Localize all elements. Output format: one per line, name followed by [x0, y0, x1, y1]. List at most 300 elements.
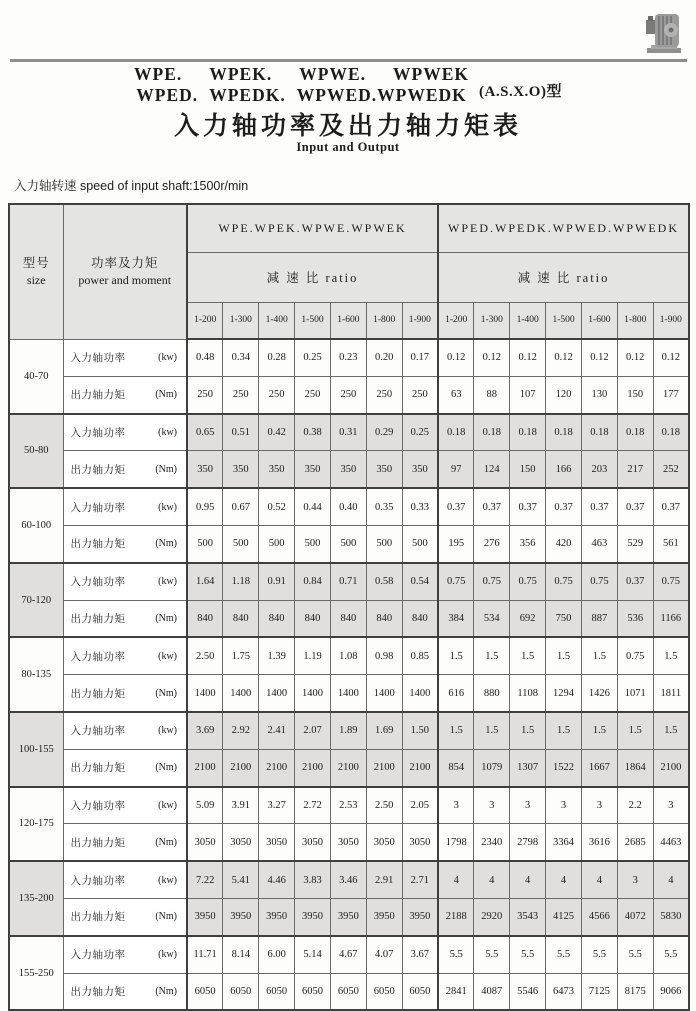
value-cell: 1.19	[295, 637, 331, 674]
value-cell: 840	[330, 600, 366, 637]
value-cell: 11.71	[187, 936, 223, 973]
value-cell: 252	[653, 451, 689, 488]
value-cell: 692	[510, 600, 546, 637]
value-cell: 250	[330, 376, 366, 413]
value-cell: 0.51	[223, 414, 259, 451]
output-torque-unit: (Nm)	[155, 538, 177, 550]
value-cell: 3.67	[402, 936, 438, 973]
value-cell: 250	[295, 376, 331, 413]
value-cell: 5.5	[438, 936, 474, 973]
value-cell: 0.75	[546, 563, 582, 600]
value-cell: 350	[223, 451, 259, 488]
value-cell: 2100	[366, 749, 402, 786]
value-cell: 6050	[187, 973, 223, 1010]
value-cell: 0.12	[546, 339, 582, 376]
value-cell: 3.27	[259, 787, 295, 824]
value-cell: 217	[617, 451, 653, 488]
ratio-header-g1-1-200: 1-200	[187, 302, 223, 339]
value-cell: 350	[187, 451, 223, 488]
value-cell: 276	[474, 525, 510, 562]
input-power-unit: (kw)	[158, 426, 177, 438]
value-cell: 0.54	[402, 563, 438, 600]
value-cell: 1.5	[474, 712, 510, 749]
value-cell: 1.5	[581, 637, 617, 674]
value-cell: 1811	[653, 675, 689, 712]
header-power-moment	[63, 204, 187, 339]
value-cell: 250	[259, 376, 295, 413]
value-cell: 4	[438, 861, 474, 898]
value-cell: 2.50	[187, 637, 223, 674]
value-cell: 1864	[617, 749, 653, 786]
input-power-label-cell	[63, 563, 187, 600]
value-cell: 6050	[402, 973, 438, 1010]
value-cell: 3	[438, 787, 474, 824]
value-cell: 4072	[617, 898, 653, 935]
ratio-header-g1-1-800: 1-800	[366, 302, 402, 339]
value-cell: 0.75	[617, 637, 653, 674]
value-cell: 2.41	[259, 712, 295, 749]
value-cell: 840	[259, 600, 295, 637]
value-cell: 1108	[510, 675, 546, 712]
value-cell: 2.71	[402, 861, 438, 898]
value-cell: 561	[653, 525, 689, 562]
ratio-header-g2-1-200: 1-200	[438, 302, 474, 339]
value-cell: 0.18	[474, 414, 510, 451]
output-torque-label: 出力轴力矩	[70, 837, 126, 849]
header-size	[9, 204, 63, 339]
value-cell: 0.18	[438, 414, 474, 451]
value-cell: 1.18	[223, 563, 259, 600]
value-cell: 350	[295, 451, 331, 488]
value-cell: 1.5	[653, 712, 689, 749]
value-cell: 5546	[510, 973, 546, 1010]
row-input-100-155	[9, 712, 689, 749]
size-cell-155-250: 155-250	[9, 936, 63, 1011]
value-cell: 4.67	[330, 936, 366, 973]
row-input-40-70	[9, 339, 689, 376]
output-torque-unit: (Nm)	[155, 762, 177, 774]
input-power-label: 入力轴功率	[70, 651, 126, 663]
value-cell: 3050	[295, 824, 331, 861]
value-cell: 1.69	[366, 712, 402, 749]
value-cell: 0.18	[546, 414, 582, 451]
value-cell: 529	[617, 525, 653, 562]
value-cell: 0.29	[366, 414, 402, 451]
value-cell: 3050	[223, 824, 259, 861]
value-cell: 2841	[438, 973, 474, 1010]
value-cell: 6050	[295, 973, 331, 1010]
input-power-unit: (kw)	[158, 650, 177, 662]
row-input-135-200	[9, 861, 689, 898]
value-cell: 0.18	[581, 414, 617, 451]
output-torque-label-cell	[63, 898, 187, 935]
ratio-header-g2-1-400: 1-400	[510, 302, 546, 339]
value-cell: 0.75	[510, 563, 546, 600]
value-cell: 0.37	[474, 488, 510, 525]
output-torque-label-cell	[63, 451, 187, 488]
value-cell: 4.07	[366, 936, 402, 973]
size-cell-60-100: 60-100	[9, 488, 63, 563]
value-cell: 4	[474, 861, 510, 898]
value-cell: 250	[366, 376, 402, 413]
value-cell: 5.5	[653, 936, 689, 973]
value-cell: 1.5	[474, 637, 510, 674]
value-cell: 0.37	[617, 488, 653, 525]
value-cell: 4125	[546, 898, 582, 935]
value-cell: 2100	[402, 749, 438, 786]
input-power-unit: (kw)	[158, 799, 177, 811]
value-cell: 1426	[581, 675, 617, 712]
header-group2-models: WPED.WPEDK.WPWED.WPWEDK	[438, 204, 689, 252]
row-output-60-100	[9, 525, 689, 562]
value-cell: 3050	[187, 824, 223, 861]
value-cell: 8.14	[223, 936, 259, 973]
value-cell: 0.37	[438, 488, 474, 525]
value-cell: 6050	[330, 973, 366, 1010]
value-cell: 1798	[438, 824, 474, 861]
value-cell: 5.14	[295, 936, 331, 973]
value-cell: 350	[259, 451, 295, 488]
value-cell: 0.52	[259, 488, 295, 525]
row-input-80-135	[9, 637, 689, 674]
input-power-label: 入力轴功率	[70, 800, 126, 812]
value-cell: 0.37	[617, 563, 653, 600]
ratio-header-g2-1-900: 1-900	[653, 302, 689, 339]
value-cell: 0.95	[187, 488, 223, 525]
input-power-label: 入力轴功率	[70, 353, 126, 365]
row-output-70-120	[9, 600, 689, 637]
output-torque-label-cell	[63, 600, 187, 637]
size-cell-80-135: 80-135	[9, 637, 63, 712]
header-divider	[10, 59, 687, 62]
value-cell: 350	[330, 451, 366, 488]
value-cell: 1.5	[546, 712, 582, 749]
model-title-suffix: (A.S.X.O)型	[479, 83, 562, 100]
row-output-135-200	[9, 898, 689, 935]
value-cell: 3050	[402, 824, 438, 861]
value-cell: 536	[617, 600, 653, 637]
ratio-header-g1-1-400: 1-400	[259, 302, 295, 339]
input-power-label-cell	[63, 488, 187, 525]
value-cell: 0.18	[653, 414, 689, 451]
row-input-50-80	[9, 414, 689, 451]
value-cell: 150	[617, 376, 653, 413]
gearbox-photo-icon	[641, 6, 687, 56]
input-power-label-cell	[63, 339, 187, 376]
value-cell: 0.25	[402, 414, 438, 451]
value-cell: 166	[546, 451, 582, 488]
value-cell: 63	[438, 376, 474, 413]
value-cell: 130	[581, 376, 617, 413]
output-torque-unit: (Nm)	[155, 389, 177, 401]
value-cell: 2100	[259, 749, 295, 786]
value-cell: 880	[474, 675, 510, 712]
value-cell: 5830	[653, 898, 689, 935]
value-cell: 5.09	[187, 787, 223, 824]
value-cell: 384	[438, 600, 474, 637]
value-cell: 0.98	[366, 637, 402, 674]
input-power-label-cell	[63, 787, 187, 824]
row-output-100-155	[9, 749, 689, 786]
value-cell: 0.38	[295, 414, 331, 451]
output-torque-label: 出力轴力矩	[70, 390, 126, 402]
input-power-unit: (kw)	[158, 501, 177, 513]
model-title-line2: WPED. WPEDK. WPWED.WPWEDK	[136, 85, 467, 105]
value-cell: 250	[402, 376, 438, 413]
output-torque-label: 出力轴力矩	[70, 539, 126, 551]
size-cell-70-120: 70-120	[9, 563, 63, 638]
size-cell-40-70: 40-70	[9, 339, 63, 414]
value-cell: 0.67	[223, 488, 259, 525]
value-cell: 1166	[653, 600, 689, 637]
value-cell: 840	[187, 600, 223, 637]
value-cell: 5.41	[223, 861, 259, 898]
value-cell: 0.12	[617, 339, 653, 376]
value-cell: 500	[223, 525, 259, 562]
value-cell: 1522	[546, 749, 582, 786]
input-power-unit: (kw)	[158, 352, 177, 364]
value-cell: 3950	[295, 898, 331, 935]
value-cell: 0.91	[259, 563, 295, 600]
value-cell: 0.12	[474, 339, 510, 376]
value-cell: 2340	[474, 824, 510, 861]
value-cell: 195	[438, 525, 474, 562]
value-cell: 3616	[581, 824, 617, 861]
value-cell: 1400	[259, 675, 295, 712]
row-input-120-175	[9, 787, 689, 824]
value-cell: 1.5	[438, 712, 474, 749]
output-torque-unit: (Nm)	[155, 836, 177, 848]
value-cell: 2.92	[223, 712, 259, 749]
value-cell: 3950	[366, 898, 402, 935]
value-cell: 4087	[474, 973, 510, 1010]
value-cell: 887	[581, 600, 617, 637]
ratio-header-g1-1-900: 1-900	[402, 302, 438, 339]
value-cell: 0.42	[259, 414, 295, 451]
value-cell: 0.85	[402, 637, 438, 674]
value-cell: 1.5	[653, 637, 689, 674]
value-cell: 4	[581, 861, 617, 898]
value-cell: 2.05	[402, 787, 438, 824]
value-cell: 5.5	[474, 936, 510, 973]
value-cell: 120	[546, 376, 582, 413]
value-cell: 420	[546, 525, 582, 562]
output-torque-label: 出力轴力矩	[70, 912, 126, 924]
value-cell: 0.37	[546, 488, 582, 525]
value-cell: 1.50	[402, 712, 438, 749]
value-cell: 2.72	[295, 787, 331, 824]
value-cell: 2100	[187, 749, 223, 786]
input-speed-note-cn: 入力轴转速	[14, 179, 77, 193]
page-title-block	[0, 64, 696, 106]
value-cell: 500	[295, 525, 331, 562]
value-cell: 616	[438, 675, 474, 712]
value-cell: 3.69	[187, 712, 223, 749]
header-group2-ratio-label: 减 速 比 ratio	[438, 252, 689, 302]
value-cell: 3.83	[295, 861, 331, 898]
value-cell: 6.00	[259, 936, 295, 973]
value-cell: 3950	[223, 898, 259, 935]
value-cell: 3950	[187, 898, 223, 935]
value-cell: 3.46	[330, 861, 366, 898]
value-cell: 1.5	[438, 637, 474, 674]
value-cell: 1079	[474, 749, 510, 786]
value-cell: 1400	[223, 675, 259, 712]
output-torque-label-cell	[63, 824, 187, 861]
value-cell: 2100	[223, 749, 259, 786]
output-torque-unit: (Nm)	[155, 687, 177, 699]
value-cell: 0.18	[617, 414, 653, 451]
value-cell: 2.53	[330, 787, 366, 824]
size-cell-120-175: 120-175	[9, 787, 63, 862]
value-cell: 8175	[617, 973, 653, 1010]
value-cell: 3050	[259, 824, 295, 861]
ratio-header-g1-1-600: 1-600	[330, 302, 366, 339]
value-cell: 6050	[366, 973, 402, 1010]
value-cell: 463	[581, 525, 617, 562]
value-cell: 250	[187, 376, 223, 413]
row-output-50-80	[9, 451, 689, 488]
value-cell: 0.75	[581, 563, 617, 600]
value-cell: 2920	[474, 898, 510, 935]
value-cell: 2100	[330, 749, 366, 786]
value-cell: 3950	[402, 898, 438, 935]
header-size-en: size	[26, 272, 46, 287]
output-torque-unit: (Nm)	[155, 463, 177, 475]
value-cell: 1.5	[617, 712, 653, 749]
value-cell: 5.5	[510, 936, 546, 973]
output-torque-label-cell	[63, 376, 187, 413]
ratio-header-g2-1-300: 1-300	[474, 302, 510, 339]
value-cell: 1400	[330, 675, 366, 712]
output-torque-label: 出力轴力矩	[70, 688, 126, 700]
value-cell: 5.5	[617, 936, 653, 973]
value-cell: 203	[581, 451, 617, 488]
value-cell: 9066	[653, 973, 689, 1010]
value-cell: 1.5	[581, 712, 617, 749]
value-cell: 3	[653, 787, 689, 824]
power-torque-table	[8, 203, 690, 1011]
output-torque-label-cell	[63, 675, 187, 712]
value-cell: 3	[581, 787, 617, 824]
value-cell: 0.12	[510, 339, 546, 376]
value-cell: 0.75	[438, 563, 474, 600]
input-power-label-cell	[63, 637, 187, 674]
size-cell-100-155: 100-155	[9, 712, 63, 787]
value-cell: 5.5	[546, 936, 582, 973]
value-cell: 500	[187, 525, 223, 562]
value-cell: 2798	[510, 824, 546, 861]
row-output-120-175	[9, 824, 689, 861]
value-cell: 0.75	[474, 563, 510, 600]
input-power-label-cell	[63, 936, 187, 973]
value-cell: 6050	[223, 973, 259, 1010]
value-cell: 3950	[330, 898, 366, 935]
value-cell: 88	[474, 376, 510, 413]
value-cell: 3364	[546, 824, 582, 861]
input-power-unit: (kw)	[158, 725, 177, 737]
ratio-header-g1-1-300: 1-300	[223, 302, 259, 339]
value-cell: 750	[546, 600, 582, 637]
input-power-label: 入力轴功率	[70, 875, 126, 887]
value-cell: 1400	[366, 675, 402, 712]
page-title-chinese: 入力轴功率及出力轴力矩表	[173, 113, 522, 140]
value-cell: 4	[510, 861, 546, 898]
ratio-header-g2-1-600: 1-600	[581, 302, 617, 339]
row-input-70-120	[9, 563, 689, 600]
value-cell: 0.18	[510, 414, 546, 451]
value-cell: 0.17	[402, 339, 438, 376]
value-cell: 250	[223, 376, 259, 413]
value-cell: 0.34	[223, 339, 259, 376]
value-cell: 3.91	[223, 787, 259, 824]
value-cell: 840	[223, 600, 259, 637]
value-cell: 0.44	[295, 488, 331, 525]
value-cell: 4463	[653, 824, 689, 861]
page-title-english: Input and Output	[296, 140, 400, 154]
value-cell: 0.37	[510, 488, 546, 525]
value-cell: 0.65	[187, 414, 223, 451]
value-cell: 0.33	[402, 488, 438, 525]
value-cell: 1.75	[223, 637, 259, 674]
value-cell: 3	[474, 787, 510, 824]
value-cell: 0.37	[653, 488, 689, 525]
header-group1-models: WPE.WPEK.WPWE.WPWEK	[187, 204, 438, 252]
value-cell: 2.91	[366, 861, 402, 898]
input-power-label: 入力轴功率	[70, 950, 126, 962]
input-power-unit: (kw)	[158, 874, 177, 886]
value-cell: 2.2	[617, 787, 653, 824]
value-cell: 3950	[259, 898, 295, 935]
value-cell: 3050	[330, 824, 366, 861]
ratio-header-g2-1-500: 1-500	[546, 302, 582, 339]
input-speed-note-en: speed of input shaft:1500r/min	[80, 179, 249, 193]
value-cell: 0.12	[581, 339, 617, 376]
output-torque-label-cell	[63, 525, 187, 562]
value-cell: 0.23	[330, 339, 366, 376]
value-cell: 0.37	[581, 488, 617, 525]
input-power-label: 入力轴功率	[70, 577, 126, 589]
value-cell: 2.07	[295, 712, 331, 749]
value-cell: 0.71	[330, 563, 366, 600]
input-power-unit: (kw)	[158, 949, 177, 961]
value-cell: 2685	[617, 824, 653, 861]
value-cell: 0.31	[330, 414, 366, 451]
value-cell: 3	[510, 787, 546, 824]
input-power-label: 入力轴功率	[70, 726, 126, 738]
value-cell: 1.5	[546, 637, 582, 674]
value-cell: 2100	[295, 749, 331, 786]
value-cell: 0.75	[653, 563, 689, 600]
value-cell: 4566	[581, 898, 617, 935]
input-power-label: 入力轴功率	[70, 427, 126, 439]
value-cell: 124	[474, 451, 510, 488]
value-cell: 0.28	[259, 339, 295, 376]
value-cell: 1.5	[510, 712, 546, 749]
value-cell: 534	[474, 600, 510, 637]
value-cell: 1400	[187, 675, 223, 712]
value-cell: 500	[402, 525, 438, 562]
value-cell: 150	[510, 451, 546, 488]
value-cell: 500	[330, 525, 366, 562]
value-cell: 1667	[581, 749, 617, 786]
input-power-label: 入力轴功率	[70, 502, 126, 514]
value-cell: 3543	[510, 898, 546, 935]
value-cell: 356	[510, 525, 546, 562]
value-cell: 177	[653, 376, 689, 413]
value-cell: 1400	[402, 675, 438, 712]
output-torque-label: 出力轴力矩	[70, 986, 126, 998]
